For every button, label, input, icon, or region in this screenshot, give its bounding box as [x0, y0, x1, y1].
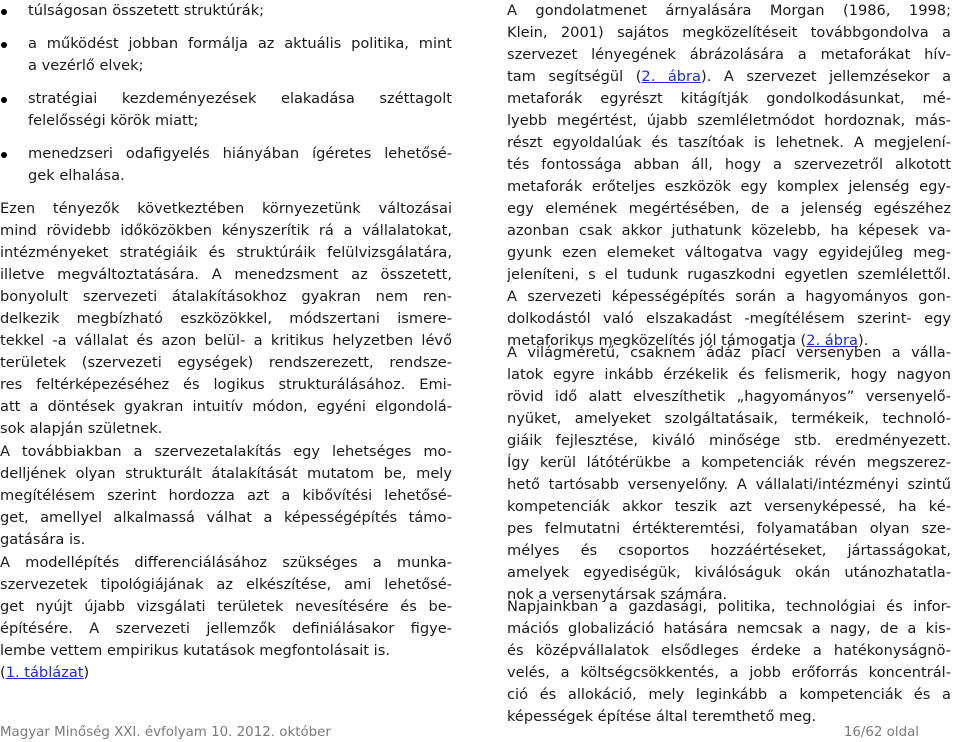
right-paragraph-2-line: giáik fejlesztése, kiváló minősége stb. eredményezett.	[507, 432, 951, 449]
right-paragraph-2-line: nyüket, amelyeket szolgáltatásaik, termékeik, technoló-	[507, 410, 951, 427]
left-paragraph-1-line: mind rövidebb időközökben kényszerítik rá a vállalatokat,	[0, 222, 452, 239]
right-paragraph-3-line: ció és allokáció, mely leginkább a kompetenciák és a	[507, 686, 951, 703]
bullet-item-line: felelősségi körök miatt;	[28, 112, 199, 129]
right-paragraph-1-line: azonban csak akkor juthatunk közelebb, ha képesek va-	[507, 222, 951, 239]
left-paragraph-1-line: illetve megváltoztatására. A menedzsment az összetett,	[0, 266, 452, 283]
right-paragraph-2-line: nok a versenytársak számára.	[507, 586, 728, 603]
right-paragraph-1-line: metaforák erőteljes eszközök egy komplex jelenség egy-	[507, 178, 951, 195]
left-paragraph-1-line: res feltérképezéséhez és logikus strukturálásához. Emi-	[0, 376, 452, 393]
right-paragraph-1-line: gyunk ezen elemeket váltogatva vagy egyidejűleg meg-	[507, 244, 951, 261]
right-paragraph-1-line: jeleníteni, s el tudunk rugaszkodni egyetlen szemlélettől.	[507, 266, 951, 283]
left-paragraph-2-line: gatására is.	[0, 531, 86, 548]
right-paragraph-2-line: mélyes és csoportos hozzáértéseket, jártasságokat,	[507, 542, 951, 559]
left-paragraph-1-line: delkezik megbízható eszközökkel, módszertani ismere-	[0, 310, 452, 327]
left-paragraph-1-line: att a döntések gyakran intuitív módon, egyéni elgondolá-	[0, 398, 452, 415]
right-paragraph-2-line: hető tartósabb versenyelőny. A vállalati/intézményi szintű	[507, 476, 951, 493]
right-paragraph-2-line: Így kerül látótérükbe a kompetenciák révén megszerez-	[507, 454, 951, 471]
left-paragraph-3-line: szervezetek tipológiájának az elkészítése, ami lehetősé-	[0, 576, 452, 593]
right-paragraph-1-line: metaforák egyrészt kitágítják gondolkodásunkat, mé-	[507, 90, 951, 107]
left-paragraph-2-line: delljének olyan strukturált átalakítását mutatom be, mely	[0, 465, 452, 482]
right-paragraph-3-line: mációs globalizáció hatására nemcsak a nagy, de a kis-	[507, 620, 951, 637]
left-paragraph-3-line: get nyújt újabb vizsgálati területek nevesítésére és be-	[0, 598, 452, 615]
right-paragraph-3-line: és középvállalatok elsődleges érdeke a hatékonyságnö-	[507, 642, 951, 659]
left-paragraph-1-line: tekkel -a vállalat és azon belül- a kritikus helyzetben lévő	[0, 332, 452, 349]
bullet-icon	[1, 9, 7, 15]
bullet-item-line: gek elhalása.	[28, 167, 125, 184]
right-paragraph-3-line: velés, a költségcsökkentés, a jobb erőforrás koncentrál-	[507, 664, 951, 681]
bullet-icon	[1, 42, 7, 48]
right-paragraph-2-line: kompetenciák akkor teszik azt versenyképessé, ha ké-	[507, 498, 951, 515]
right-paragraph-2-line: amelyek egyediségük, kiválóságuk okán utánozhatatla-	[507, 564, 951, 581]
footer-publication: Magyar Minőség XXI. évfolyam 10. 2012. október	[0, 725, 331, 740]
left-paragraph-3-line: A modellépítés differenciálásához szükséges a munka-	[0, 554, 452, 571]
bullet-item-line: túlságosan összetett struktúrák;	[0, 0, 452, 22]
right-paragraph-3-line: képességek építése által teremthető meg.	[507, 708, 817, 725]
right-paragraph-1-line: szervezet lényegének ábrázolására a metaforákat hív-	[507, 46, 951, 63]
right-paragraph-1-line: dolkodástól való elszakadást -megítélésem szerint- egy	[507, 310, 951, 327]
right-paragraph-1-line: metaforikus megközelítés jól támogatja (2. ábra).	[507, 332, 869, 349]
footer-page-number: 16/62 oldal	[843, 725, 919, 740]
right-paragraph-1-line: részt egyoldalúak és taszítóak is lehetnek. A megjelení-	[507, 134, 951, 151]
right-paragraph-3-line: Napjainkban a gazdasági, politika, technológiai és infor-	[507, 598, 951, 615]
left-paragraph-2-line: A továbbiakban a szervezetalakítás egy lehetséges mo-	[0, 443, 452, 460]
right-paragraph-2-line: rövid idő alatt elveszíthetik „hagyományos” versenyelő-	[507, 388, 951, 405]
right-paragraph-1-line: A gondolatmenet árnyalására Morgan (1986, 1998;	[507, 2, 951, 19]
bullet-item-line: a működést jobban formálja az aktuális politika, mint	[0, 33, 452, 55]
table-reference-link[interactable]: 1. táblázat	[5, 664, 84, 681]
right-paragraph-2-line: latok egyre inkább érzékelik és felismerik, hogy nagyon	[507, 366, 951, 383]
right-paragraph-1-line: A szervezeti képességépítés során a hagyományos gon-	[507, 288, 951, 305]
table-reference-line: (1. táblázat)	[0, 664, 90, 681]
left-paragraph-3-line: építésére. A szervezeti jellemzők definiálásakor figye-	[0, 620, 452, 637]
left-paragraph-1-line: intézményeket stratégiáik és struktúráik felülvizsgálatára,	[0, 244, 452, 261]
right-paragraph-1-line: tés fontossága abban áll, hogy a szervezetről alkotott	[507, 156, 951, 173]
left-paragraph-1-line: bonyolult szervezeti átalakításokhoz gyakran nem ren-	[0, 288, 452, 305]
right-paragraph-1-line: tam segítségül (2. ábra). A szervezet jellemzésekor a	[507, 68, 951, 85]
left-paragraph-1-line: sok alapján születnek.	[0, 420, 163, 437]
left-paragraph-3-line: lembe vettem empirikus kutatások megfontolásait is.	[0, 642, 390, 659]
right-paragraph-2-line: pes felmutatni értékteremtési, folyamatában olyan sze-	[507, 520, 951, 537]
right-paragraph-2-line: A világméretű, csaknem ádáz piaci versenyben a válla-	[507, 344, 951, 361]
bullet-icon	[1, 97, 7, 103]
bullet-item-line: menedzseri odafigyelés hiányában ígéretes lehetősé-	[0, 143, 452, 165]
figure-reference-link[interactable]: 2. ábra	[806, 332, 858, 349]
left-paragraph-1-line: Ezen tényezők következtében környezetünk változásai	[0, 200, 452, 217]
page-footer	[0, 725, 919, 741]
right-paragraph-1-line: Klein, 2001) sajátos megközelítéseit továbbgondolva a	[507, 24, 951, 41]
left-paragraph-1-line: területek (szervezeti egységek) rendszerezett, rendsze-	[0, 354, 452, 371]
right-paragraph-1-line: lyebb megértést, újabb szemléletmódot hordoznak, más-	[507, 112, 951, 129]
left-paragraph-2-line: get, amellyel alkalmassá válhat a képességépítés támo-	[0, 509, 452, 526]
bullet-icon	[1, 152, 7, 158]
bullet-item-line: stratégiai kezdeményezések elakadása széttagolt	[0, 88, 452, 110]
left-paragraph-2-line: megítélésem szerint hordozza azt a kibővítési lehetősé-	[0, 487, 452, 504]
figure-reference-link[interactable]: 2. ábra	[641, 68, 702, 85]
right-paragraph-1-line: egy elemének megértésében, de a jelenség egészéhez	[507, 200, 951, 217]
bullet-item-line: a vezérlő elvek;	[28, 57, 144, 74]
